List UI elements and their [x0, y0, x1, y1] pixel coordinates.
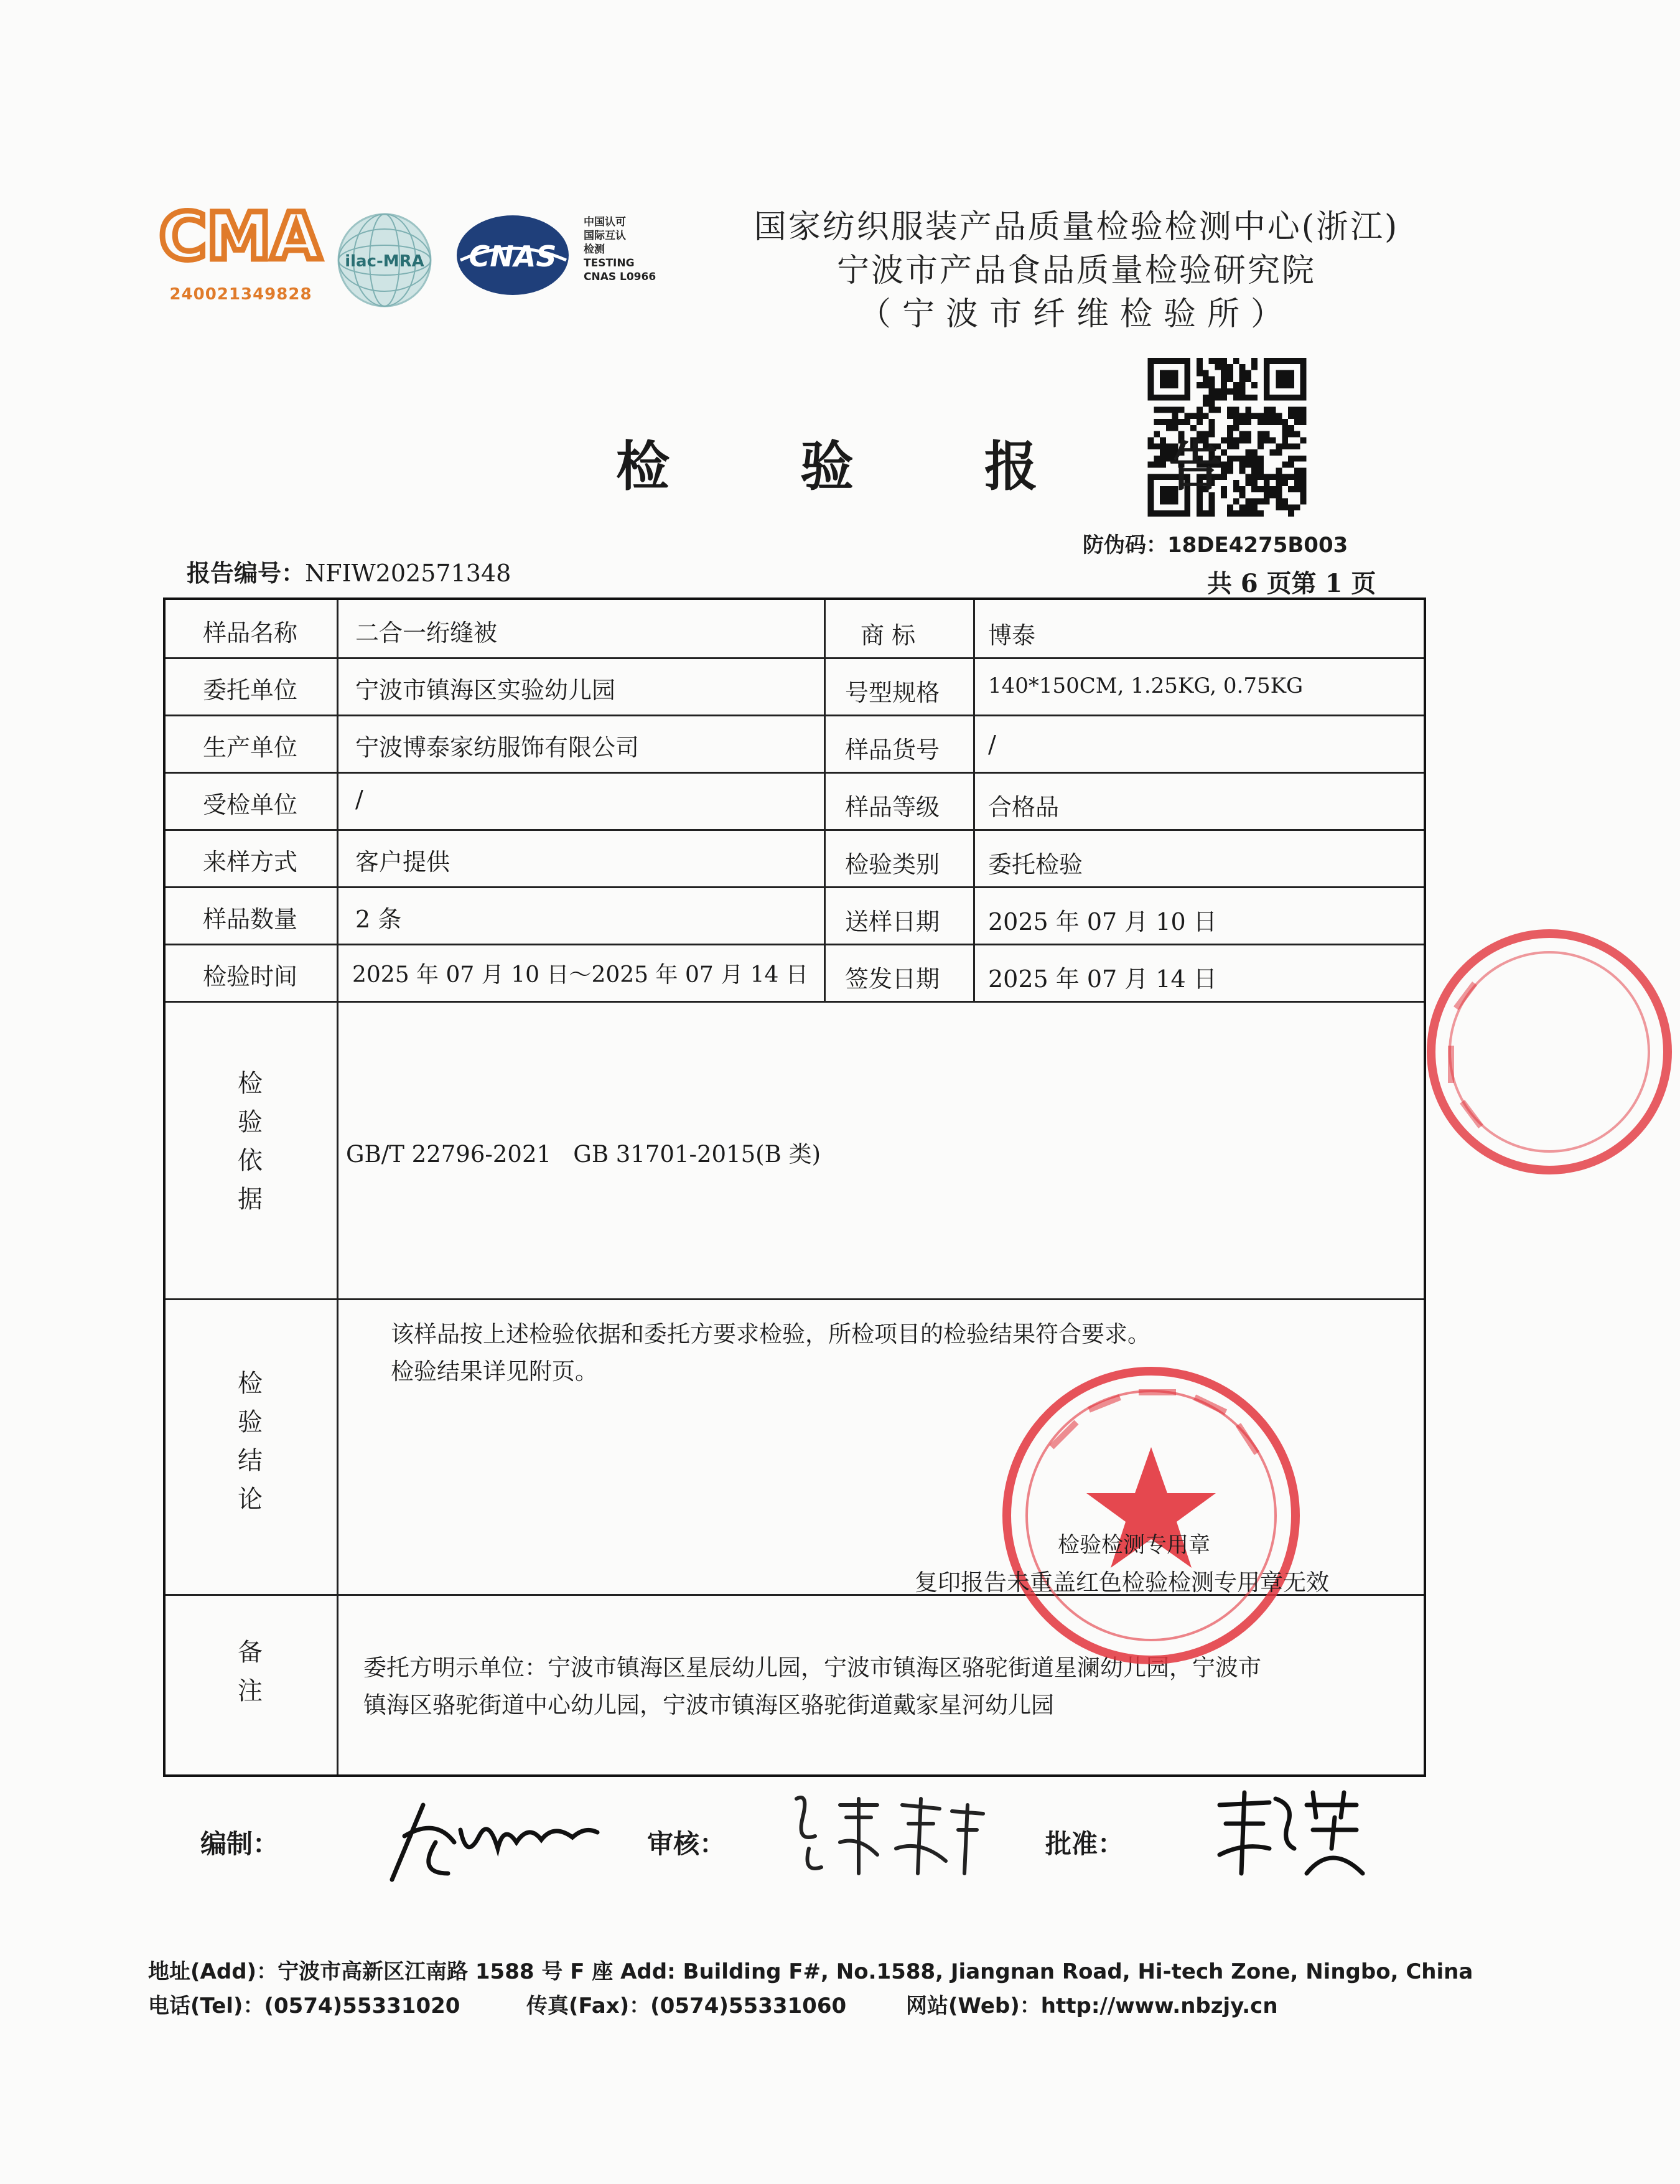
label-item-number: 样品货号 [845, 736, 940, 764]
label-char: 注 [238, 1677, 263, 1705]
cnas-line: CNAS L0966 [584, 271, 656, 283]
cma-logo-text: CMA [159, 199, 322, 274]
value-trademark: 博泰 [988, 622, 1036, 649]
value-client: 宁波市镇海区实验幼儿园 [355, 677, 616, 704]
label-client: 委托单位 [203, 677, 298, 704]
org-name-3: （宁波市纤维检验所） [858, 296, 1294, 333]
org-name-2: 宁波市产品食品质量检验研究院 [836, 252, 1316, 289]
partial-red-stamp [1419, 921, 1680, 1183]
footer-fax: 传真(Fax)：(0574)55331060 [526, 1994, 847, 2018]
label-char: 验 [238, 1408, 263, 1436]
page-indicator: 共 6 页第 1 页 [1207, 569, 1376, 598]
label-sample-name: 样品名称 [203, 619, 298, 647]
remarks-line-2: 镇海区骆驼街道中心幼儿园，宁波市镇海区骆驼街道戴家星河幼儿园 [363, 1692, 1054, 1718]
cma-logo [159, 198, 322, 274]
cnas-logo-text: CNAS [469, 240, 557, 273]
label-inspected-unit: 受检单位 [203, 791, 298, 818]
ilac-logo-text: ilac-MRA [345, 252, 424, 271]
footer-website[interactable]: 网站(Web)：http://www.nbzjy.cn [906, 1994, 1278, 2018]
label-char: 依 [238, 1146, 263, 1175]
report-number-label: 报告编号： [187, 560, 306, 587]
value-inspection-time: 2025 年 07 月 10 日～2025 年 07 月 14 日 [352, 962, 808, 988]
label-trademark: 商 标 [861, 622, 916, 649]
footer-phone: 电话(Tel)：(0574)55331020 [148, 1994, 460, 2018]
report-title: 检 验 报 告 [616, 435, 1278, 498]
value-item-number: / [988, 731, 996, 758]
reviewer-signature [784, 1780, 996, 1886]
label-sample-grade: 样品等级 [845, 794, 940, 821]
label-char: 检 [238, 1369, 263, 1398]
value-inspected-unit: / [355, 785, 363, 813]
label-char: 备 [238, 1638, 263, 1667]
cma-code: 240021349828 [169, 285, 312, 304]
label-char: 检 [238, 1069, 263, 1098]
label-model-spec: 号型规格 [845, 679, 940, 706]
value-inspection-type: 委托检验 [988, 851, 1083, 878]
cnas-line: TESTING [584, 257, 635, 269]
conclusion-line-1: 该样品按上述检验依据和委托方要求检验，所检项目的检验结果符合要求。 [391, 1321, 1150, 1347]
label-char: 验 [238, 1108, 263, 1137]
label-inspection-basis [238, 1064, 263, 1219]
value-issue-date: 2025 年 07 月 14 日 [988, 965, 1217, 993]
label-sampling-method: 来样方式 [203, 848, 298, 876]
label-receipt-date: 送样日期 [845, 908, 940, 935]
value-manufacturer: 宁波博泰家纺服饰有限公司 [355, 734, 640, 761]
label-issue-date: 签发日期 [845, 965, 940, 993]
footer-address: 地址(Add)：宁波市高新区江南路 1588 号 F 座 Add: Building F#, No.1588, Jiangnan Road, Hi-tech Zone, Ningbo, China [148, 1959, 1473, 1984]
label-inspection-type: 检验类别 [845, 851, 940, 878]
reviewed-by-label: 审核： [647, 1829, 726, 1859]
cnas-logo [454, 212, 571, 299]
label-manufacturer: 生产单位 [203, 734, 298, 761]
approver-signature [1207, 1780, 1369, 1886]
value-inspection-basis: GB/T 22796-2021 GB 31701-2015(B 类) [346, 1141, 821, 1168]
label-char: 论 [238, 1485, 263, 1514]
remarks-line-1: 委托方明示单位：宁波市镇海区星辰幼儿园，宁波市镇海区骆驼街道星澜幼儿园，宁波市 [363, 1654, 1261, 1681]
cnas-line: 中国认可 [584, 216, 626, 228]
value-sampling-method: 客户提供 [355, 848, 450, 876]
report-number-value: NFIW202571348 [305, 560, 511, 587]
label-inspection-conclusion [238, 1364, 263, 1519]
value-receipt-date: 2025 年 07 月 10 日 [988, 908, 1217, 935]
stamp-validity-note: 复印报告未重盖红色检验检测专用章无效 [915, 1569, 1329, 1596]
label-sample-quantity: 样品数量 [203, 906, 298, 933]
compiled-by-label: 编制： [200, 1829, 279, 1859]
cnas-line: 检测 [584, 243, 605, 256]
conclusion-line-2: 检验结果详见附页。 [391, 1358, 598, 1385]
approved-by-label: 批准： [1045, 1829, 1124, 1859]
value-model-spec: 140*150CM, 1.25KG, 0.75KG [988, 673, 1304, 698]
ilac-mra-logo [335, 210, 434, 310]
value-sample-quantity: 2 条 [355, 906, 402, 933]
official-red-stamp [996, 1360, 1307, 1671]
compiler-signature [380, 1780, 604, 1892]
label-char: 结 [238, 1446, 263, 1475]
anti-counterfeit-code: 防伪码：18DE4275B003 [1083, 533, 1348, 558]
value-sample-grade: 合格品 [988, 794, 1060, 821]
value-sample-name: 二合一绗缝被 [355, 619, 498, 647]
org-name-1: 国家纺织服装产品质量检验检测中心(浙江) [754, 209, 1399, 246]
label-char: 据 [238, 1185, 263, 1214]
cnas-accreditation-text [584, 215, 656, 284]
report-number [187, 554, 511, 588]
label-inspection-time: 检验时间 [203, 963, 298, 990]
cnas-line: 国际互认 [584, 230, 626, 242]
stamp-caption: 检验检测专用章 [1058, 1533, 1211, 1558]
label-remarks [238, 1633, 263, 1710]
